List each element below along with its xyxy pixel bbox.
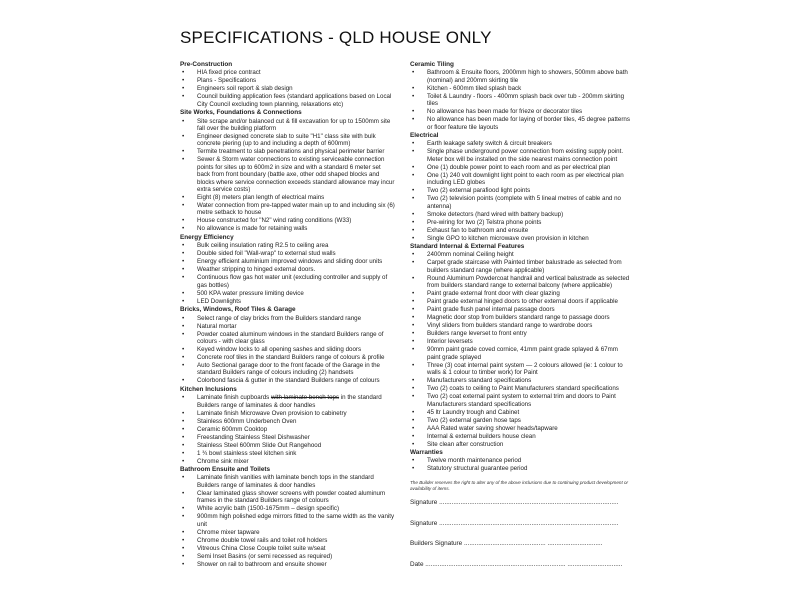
section-list-bricks-windows-roof-tiles-garage bbox=[180, 315, 395, 385]
list-item: • AAA Rated water saving shower heads/tapware bbox=[410, 425, 632, 432]
list-item: • Twelve month maintenance period bbox=[410, 457, 632, 464]
list-item: • Keyed window locks to all opening sashes and sliding doors bbox=[180, 346, 395, 353]
list-item: • Eight (8) meters plan length of electrical mains bbox=[180, 194, 395, 201]
list-item: • One (1) double power point to each room and as per electrical plan bbox=[410, 164, 632, 171]
section-heading-standard-internal-external-features: Standard Internal & External Features bbox=[410, 243, 525, 251]
list-item: • Weather stripping to hinged external doors. bbox=[180, 266, 395, 273]
list-item: • Laminate finish Microwave Oven provision to cabinetry bbox=[180, 410, 395, 417]
list-item: • Continuous flow gas hot water unit (excluding controller and supply of gas bottles) bbox=[180, 274, 395, 289]
list-item: • Kitchen - 600mm tiled splash back bbox=[410, 85, 632, 92]
list-item: • No allowance has been made for frieze or decorator tiles bbox=[410, 108, 632, 115]
section-heading-ceramic-tiling: Ceramic Tiling bbox=[410, 61, 454, 68]
list-item: • Water connection from pre-tapped water main up to and including six (6) metre setback to house bbox=[180, 202, 395, 217]
list-item: • Exhaust fan to bathroom and ensuite bbox=[410, 227, 632, 234]
section-heading-site-works-foundations-connections: Site Works, Foundations & Connections bbox=[180, 109, 302, 117]
list-item: • Vinyl sliders from builders standard range to wardrobe doors bbox=[410, 322, 632, 329]
section-heading-energy-efficiency: Energy Efficiency bbox=[180, 233, 234, 241]
list-item: • Manufacturers standard specifications bbox=[410, 377, 632, 384]
list-item: • Clear laminated glass shower screens with powder coated aluminum frames in the standard Builders range of colours bbox=[180, 490, 395, 505]
list-item: • Bulk ceiling insulation rating R2.5 to ceiling area bbox=[180, 242, 395, 249]
list-item: • LED Downlights bbox=[180, 298, 395, 305]
section-list-standard-internal-external-features bbox=[410, 251, 632, 447]
list-item: • Select range of clay bricks from the Builders standard range bbox=[180, 315, 395, 322]
builder-note: The Builder reserves the right to alter any of the above inclusions due to continuing product development or availability of items. bbox=[410, 479, 629, 491]
section-heading-electrical: Electrical bbox=[410, 132, 439, 140]
section-heading-warranties: Warranties bbox=[410, 448, 443, 456]
list-item: • Paint grade external hinged doors to other external doors if applicable bbox=[410, 298, 632, 305]
list-item: • Double sided foil "Wall-wrap" to external stud walls bbox=[180, 250, 395, 257]
list-item: • Vitreous China Close Couple toilet suite w/seat bbox=[180, 545, 395, 552]
list-item: • 45 ltr Laundry trough and Cabinet bbox=[410, 409, 632, 416]
section-list-ceramic-tiling bbox=[410, 69, 632, 131]
right-sections bbox=[410, 61, 632, 473]
list-item: • Plans - Specifications bbox=[180, 77, 395, 84]
struck-text: with laminate bench tops bbox=[270, 394, 340, 402]
list-item: • House constructed for "N2" wind rating conditions (W33) bbox=[180, 217, 395, 224]
signature-block bbox=[410, 499, 632, 568]
list-item: • Paint grade external front door with clear glazing bbox=[410, 290, 632, 297]
section-list-pre-construction bbox=[180, 69, 395, 108]
list-item: • Laminate finish vanities with laminate bench tops in the standard Builders range of laminates & door handles bbox=[180, 474, 395, 489]
list-item: • Engineer designed concrete slab to suite "H1" class site with bulk concrete piering (up to and including a depth of 600mm) bbox=[180, 133, 395, 148]
list-item: • No allowance has been made for laying of border tiles, 45 degree patterns or floor feature tile layouts bbox=[410, 116, 632, 131]
list-item: • Smoke detectors (hard wired with battery backup) bbox=[410, 211, 632, 218]
signature-line-1[interactable]: Signature ..................................................................................................... bbox=[410, 499, 619, 507]
list-item: • Two (2) television points (complete with 5 lineal metres of cable and no antenna) bbox=[410, 195, 632, 210]
list-item: • Chrome sink mixer bbox=[180, 458, 395, 465]
list-item: • White acrylic bath (1500-1675mm – design specific) bbox=[180, 505, 395, 512]
list-item: • No allowance is made for retaining walls bbox=[180, 225, 395, 232]
list-item: • 900mm high polished edge mirrors fitted to the same width as the vanity unit bbox=[180, 513, 395, 528]
list-item: • Round Aluminum Powdercoat handrail and vertical balustrade as selected from builders standard range to external balcony (where applicable) bbox=[410, 275, 632, 290]
list-item: • Ceramic 600mm Cooktop bbox=[180, 426, 395, 433]
list-item: • Concrete roof tiles in the standard Builders range of colours & profile bbox=[180, 354, 395, 361]
list-item: • Two (2) external parafiood light points bbox=[410, 187, 632, 194]
right-column bbox=[410, 60, 632, 581]
section-list-site-works-foundations-connections bbox=[180, 118, 395, 233]
list-item: • Council building application fees (standard applications based on Local City Council excluding town planning, relaxations etc) bbox=[180, 93, 395, 108]
section-list-kitchen-inclusions bbox=[180, 394, 395, 465]
list-item: • Powder coated aluminum windows in the standard Builders range of colours - with clear glass bbox=[180, 331, 395, 346]
list-item: • Interior leversets bbox=[410, 338, 632, 345]
list-item: • Two (2) coats to ceiling to Paint Manufacturers standard specifications bbox=[410, 385, 632, 392]
list-item: • Statutory structural guarantee period bbox=[410, 465, 632, 472]
list-item: • Stainless Steel 600mm Slide Out Rangehood bbox=[180, 442, 395, 449]
list-item: • Earth leakage safety switch & circuit breakers bbox=[410, 140, 632, 147]
list-item: • Three (3) coat internal paint system — 2 colours allowed (ie: 1 colour to walls & 1 colour to timber work) for Paint bbox=[410, 362, 632, 377]
list-item: • 2400mm nominal Ceiling height bbox=[410, 251, 632, 258]
list-item: • Toilet & Laundry - floors - 400mm splash back over tub - 200mm skirting tiles bbox=[410, 93, 632, 108]
list-item: • Internal & external builders house clean bbox=[410, 433, 632, 440]
list-item: • Colorbond fascia & gutter in the standard Builders range of colours bbox=[180, 377, 395, 384]
list-item: • Chrome double towel rails and toilet roll holders bbox=[180, 537, 395, 544]
section-heading-kitchen-inclusions: Kitchen Inclusions bbox=[180, 385, 237, 393]
date-line-1[interactable]: Date ............................................................................... ............................... bbox=[410, 560, 623, 568]
list-item: • Shower on rail to bathroom and ensuite shower bbox=[180, 561, 395, 568]
list-item: • Stainless 600mm Underbench Oven bbox=[180, 418, 395, 425]
list-item: • Bathroom & Ensuite floors, 2000mm high to showers, 500mm above bath (nominal) and 200mm skirting tile bbox=[410, 69, 632, 84]
list-item: • HIA fixed price contract bbox=[180, 69, 395, 76]
list-item: • Magnetic door stop from builders standard range to passage doors bbox=[410, 314, 632, 321]
section-list-warranties bbox=[410, 457, 632, 472]
list-item: • Freestanding Stainless Steel Dishwasher bbox=[180, 434, 395, 441]
list-item: • Paint grade flush panel internal passage doors bbox=[410, 306, 632, 313]
section-heading-pre-construction: Pre-Construction bbox=[180, 61, 233, 68]
signature-line-2[interactable]: Signature ..................................................................................................... bbox=[410, 519, 619, 527]
list-item: • Sewer & Storm water connections to existing serviceable connection points for sites up to 600m2 in size and with a standard 6 meter set back from front boundary (battle axe, other odd shaped blocks and blocks where service connection exceeds standard allowance may incur extra service costs) bbox=[180, 156, 395, 193]
list-item: • Chrome mixer tapware bbox=[180, 529, 395, 536]
list-item: • Two (2) external garden hose taps bbox=[410, 417, 632, 424]
list-item: • Auto Sectional garage door to the front facade of the Garage in the standard Builders range of colours including (2) handsets bbox=[180, 362, 395, 377]
section-list-bathroom-ensuite-and-toilets bbox=[180, 474, 395, 568]
list-item: • Two (2) coat external paint system to external trim and doors to Paint Manufacturers standard specifications bbox=[410, 393, 632, 408]
list-item: • Site scrape and/or balanced cut & fill excavation for up to 1500mm site fall over the building platform bbox=[180, 118, 395, 133]
list-item: • Laminate finish cupboards with laminate bench tops in the standard Builders range of laminates & door handles bbox=[180, 394, 395, 409]
section-heading-bathroom-ensuite-and-toilets: Bathroom Ensuite and Toilets bbox=[180, 465, 271, 473]
list-item: • Engineers soil report & slab design bbox=[180, 85, 395, 92]
list-item: • Single GPO to kitchen microwave oven provision in kitchen bbox=[410, 235, 632, 242]
list-item: • 1 ¾ bowl stainless steel kitchen sink bbox=[180, 450, 395, 457]
list-item: • Energy efficient aluminium improved windows and sliding door units bbox=[180, 258, 395, 265]
list-item: • Termite treatment to slab penetrations and physical perimeter barrier bbox=[180, 148, 395, 155]
list-item: • Builders range leverset to front entry bbox=[410, 330, 632, 337]
list-item: • Pre-wiring for two (2) Telstra phone points bbox=[410, 219, 632, 226]
list-item: • Semi Inset Basins (or semi recessed as required) bbox=[180, 553, 395, 560]
list-item: • Single phase underground power connection from existing supply point. Meter box will be installed on the side nearest mains connection point bbox=[410, 148, 632, 163]
list-item: • Natural mortar bbox=[180, 323, 395, 330]
list-item: • One (1) 240 volt downlight light point to each room as per electrical plan including LED globes bbox=[410, 172, 632, 187]
list-item: • Carpet grade staircase with Painted timber balustrade as selected from builders standard range (where applicable) bbox=[410, 259, 632, 274]
section-heading-bricks-windows-roof-tiles-garage: Bricks, Windows, Roof Tiles & Garage bbox=[180, 306, 296, 314]
page-title: SPECIFICATIONS - QLD HOUSE ONLY bbox=[180, 28, 492, 47]
list-item: • 90mm paint grade coved cornice, 41mm paint grade splayed & 67mm paint grade splayed bbox=[410, 346, 632, 361]
builders-signature-line[interactable]: Builders Signature .............................................. ............................... bbox=[410, 540, 603, 548]
list-item: • 500 KPA water pressure limiting device bbox=[180, 290, 395, 297]
left-column bbox=[180, 60, 395, 569]
section-list-electrical bbox=[410, 140, 632, 242]
list-item: • Site clean after construction bbox=[410, 441, 632, 448]
section-list-energy-efficiency bbox=[180, 242, 395, 305]
